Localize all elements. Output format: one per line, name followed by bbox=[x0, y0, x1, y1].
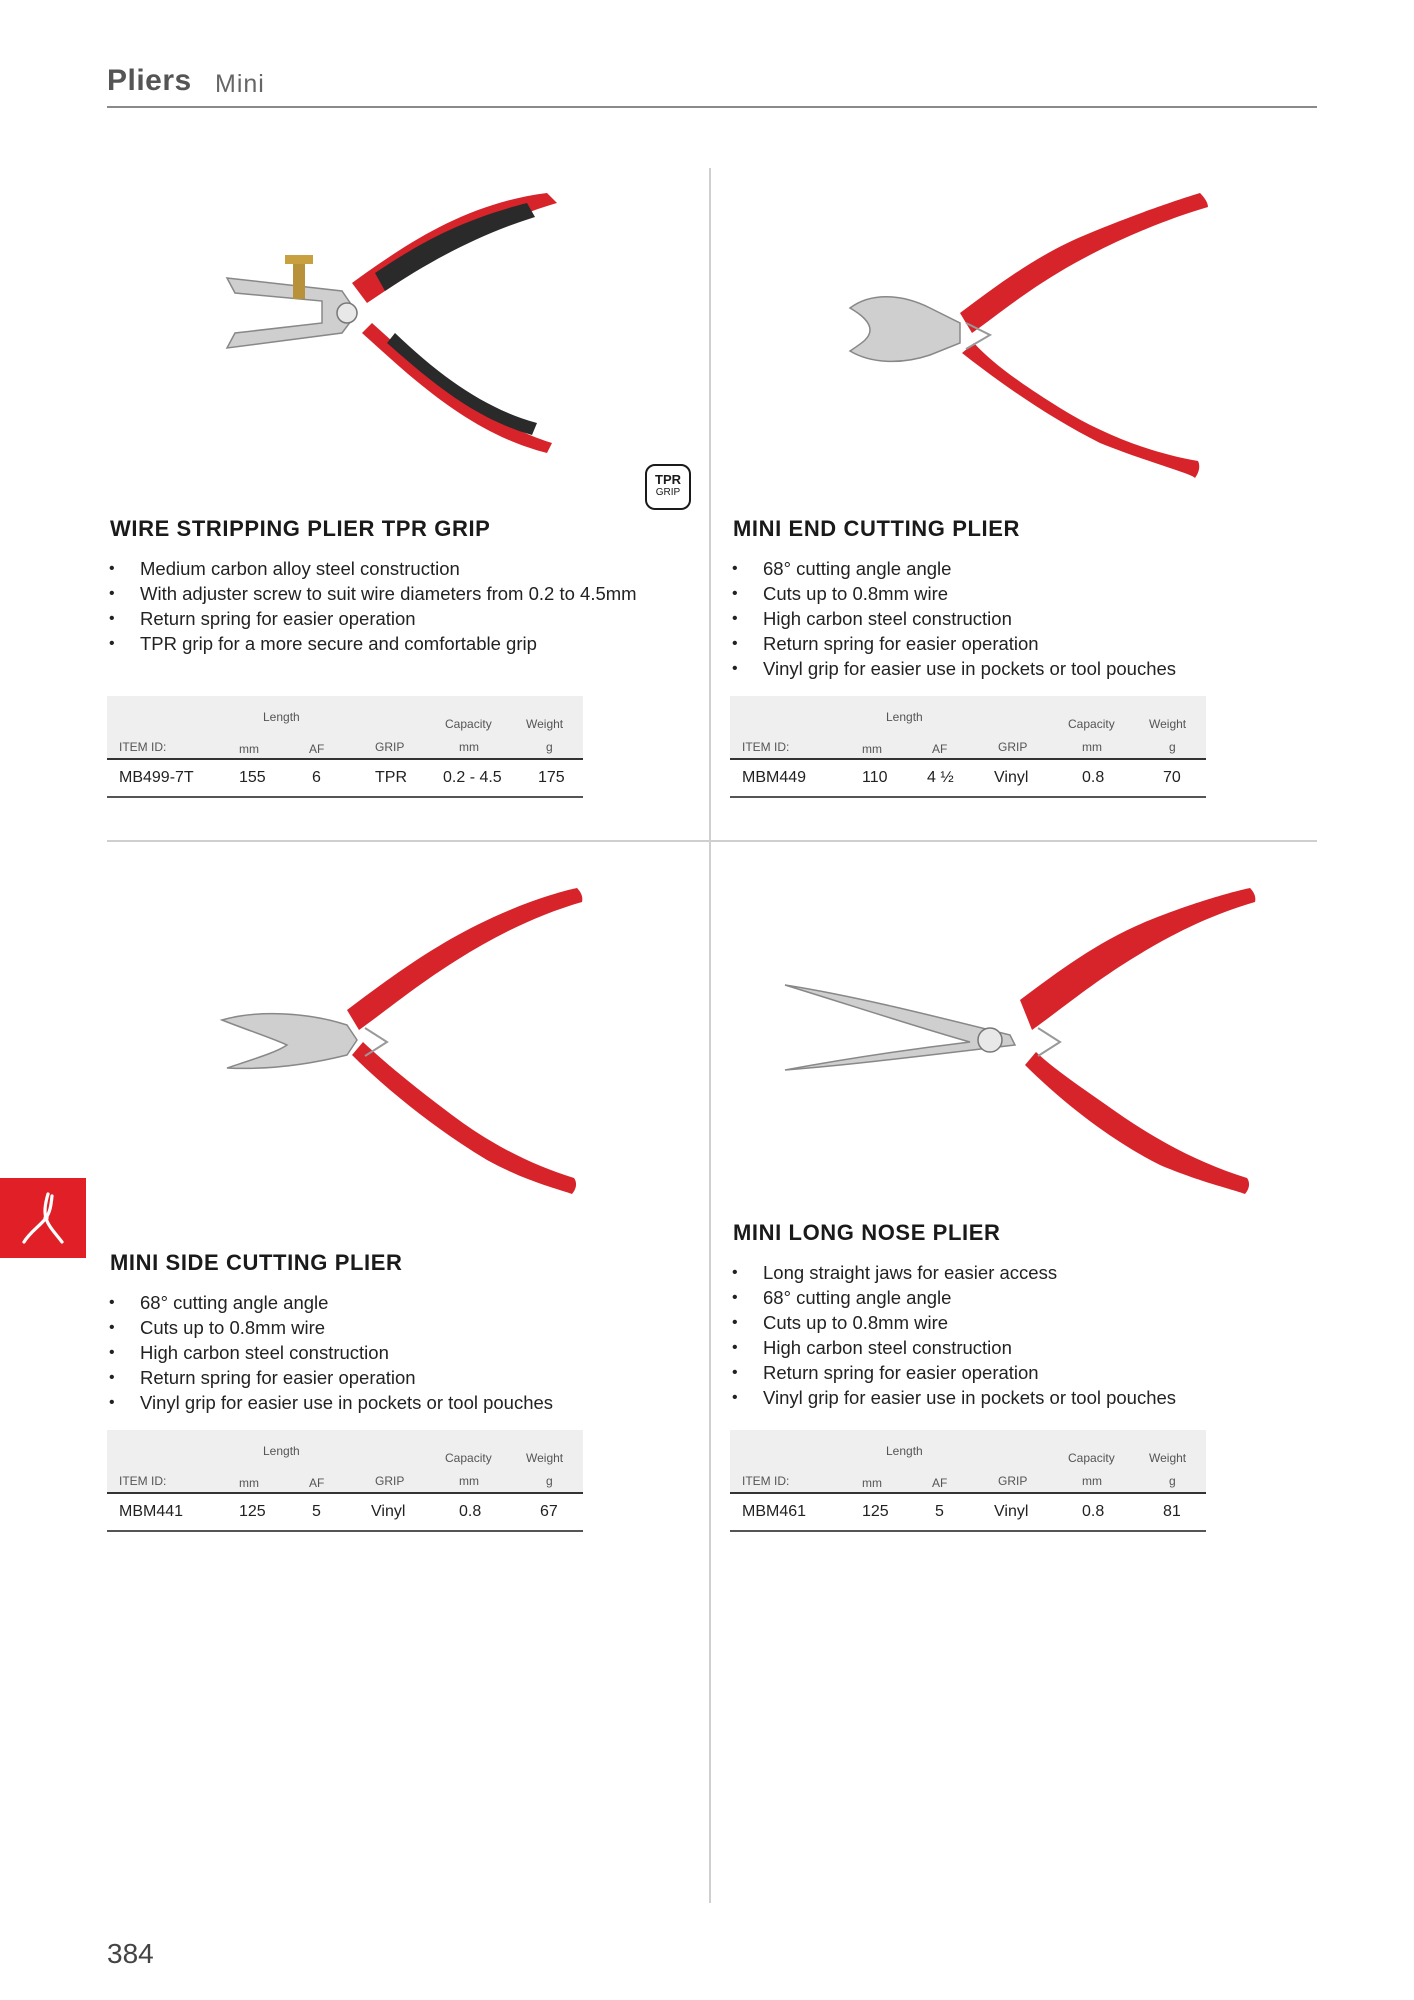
side-category-tab bbox=[0, 1178, 86, 1258]
product-mini-long-nose-plier bbox=[730, 860, 1290, 1540]
feature-item: • Return spring for easier operation bbox=[107, 606, 667, 631]
mini-end-cutting-plier-image bbox=[730, 173, 1290, 513]
feature-list bbox=[107, 1290, 667, 1415]
feature-item: • Return spring for easier operation bbox=[107, 1365, 667, 1390]
page-header bbox=[107, 64, 1317, 108]
page-number: 384 bbox=[107, 1938, 154, 1969]
feature-item: • Vinyl grip for easier use in pockets or tool pouches bbox=[730, 1385, 1290, 1410]
spec-table bbox=[730, 1430, 1206, 1532]
column-divider bbox=[709, 168, 711, 1903]
feature-list bbox=[730, 556, 1290, 681]
spec-table bbox=[730, 696, 1206, 798]
mini-long-nose-plier-image bbox=[730, 860, 1290, 1220]
feature-list bbox=[730, 1260, 1290, 1410]
tpr-grip-badge: TPR GRIP bbox=[645, 464, 691, 510]
feature-item: • 68° cutting angle angle bbox=[730, 556, 1290, 581]
spec-table-header: Length Capacity Weight ITEM ID: mm AF GRIP mm g bbox=[107, 1430, 583, 1494]
feature-list bbox=[107, 556, 667, 656]
product-name: MINI SIDE CUTTING PLIER bbox=[110, 1250, 403, 1275]
feature-item: • 68° cutting angle angle bbox=[107, 1290, 667, 1315]
feature-item: • Cuts up to 0.8mm wire bbox=[730, 1310, 1290, 1335]
row-divider bbox=[107, 840, 1317, 842]
feature-item: • With adjuster screw to suit wire diameters from 0.2 to 4.5mm bbox=[107, 581, 667, 606]
page-title: Pliers bbox=[107, 64, 192, 97]
product-name: MINI END CUTTING PLIER bbox=[733, 516, 1020, 541]
spec-table-header: Length Capacity Weight ITEM ID: mm AF GRIP mm g bbox=[730, 1430, 1206, 1494]
product-name: WIRE STRIPPING PLIER TPR GRIP bbox=[110, 516, 491, 541]
feature-item: • Vinyl grip for easier use in pockets or tool pouches bbox=[107, 1390, 667, 1415]
plier-icon bbox=[18, 1190, 68, 1246]
feature-item: • Medium carbon alloy steel construction bbox=[107, 556, 667, 581]
feature-item: • High carbon steel construction bbox=[730, 1335, 1290, 1360]
feature-item: • 68° cutting angle angle bbox=[730, 1285, 1290, 1310]
product-mini-end-cutting-plier bbox=[730, 168, 1290, 808]
wire-stripping-plier-image bbox=[107, 173, 667, 513]
feature-item: • Vinyl grip for easier use in pockets or tool pouches bbox=[730, 656, 1290, 681]
table-row: MBM461 125 5 Vinyl 0.8 81 bbox=[730, 1494, 1206, 1532]
feature-item: • High carbon steel construction bbox=[107, 1340, 667, 1365]
feature-item: • Return spring for easier operation bbox=[730, 631, 1290, 656]
feature-item: • Return spring for easier operation bbox=[730, 1360, 1290, 1385]
page-subtitle: Mini bbox=[215, 70, 265, 98]
table-row: MBM449 110 4 ½ Vinyl 0.8 70 bbox=[730, 760, 1206, 798]
spec-table bbox=[107, 1430, 583, 1532]
feature-item: • Cuts up to 0.8mm wire bbox=[107, 1315, 667, 1340]
feature-item: • TPR grip for a more secure and comfortable grip bbox=[107, 631, 667, 656]
spec-table-header: Length Capacity Weight ITEM ID: mm AF GRIP mm g bbox=[730, 696, 1206, 760]
spec-table-header: Length Capacity Weight ITEM ID: mm AF GRIP mm g bbox=[107, 696, 583, 760]
mini-side-cutting-plier-image bbox=[107, 860, 667, 1220]
feature-item: • Long straight jaws for easier access bbox=[730, 1260, 1290, 1285]
table-row: MBM441 125 5 Vinyl 0.8 67 bbox=[107, 1494, 583, 1532]
table-row: MB499-7T 155 6 TPR 0.2 - 4.5 175 bbox=[107, 760, 583, 798]
product-name: MINI LONG NOSE PLIER bbox=[733, 1220, 1001, 1245]
feature-item: • Cuts up to 0.8mm wire bbox=[730, 581, 1290, 606]
product-wire-stripping-plier bbox=[107, 168, 681, 808]
product-mini-side-cutting-plier bbox=[107, 860, 667, 1540]
spec-table bbox=[107, 696, 583, 798]
feature-item: • High carbon steel construction bbox=[730, 606, 1290, 631]
